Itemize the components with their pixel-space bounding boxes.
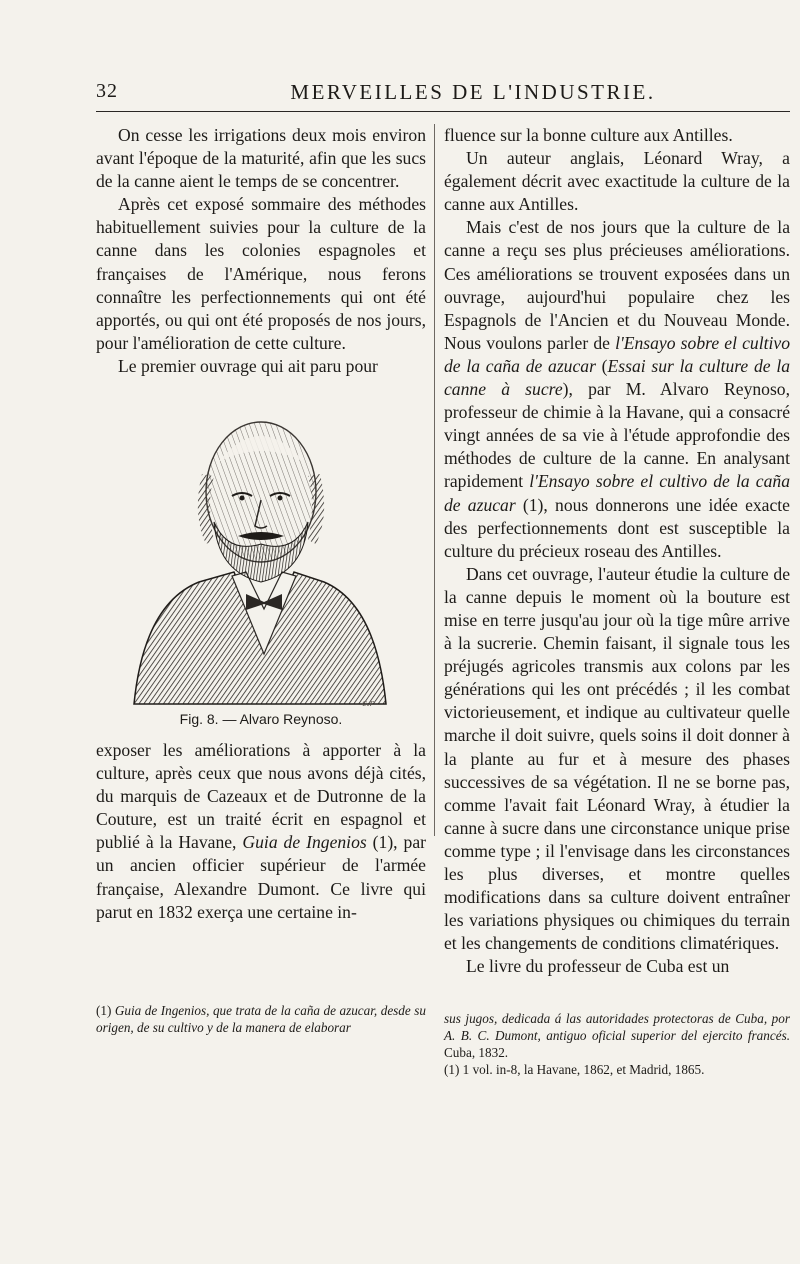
svg-text:c.r: c.r [362,697,374,709]
footnote-text: (1) 1 vol. in-8, la Havane, 1862, et Madrid, 1865. [444,1062,705,1077]
paragraph-continued: fluence sur la bonne culture aux Antilles. [444,125,733,145]
left-column-top [96,124,426,378]
portrait-illustration [114,404,408,714]
footnote-text: Guia de Ingenios, que trata de la caña de azucar, desde su origen, de su cultivo y de la manera de elaborar [96,1003,426,1035]
page-number: 32 [96,80,118,102]
text-run: Mais c'est de nos jours que la culture de la canne a reçu ses plus précieuses améliorations. Ces améliorations se trouvent exposées dans un ouvrage, aujourd'hui populaire chez les Espagnols de l'Ancien et du Nouveau Monde. Nous voulons parler de [444,217,790,353]
paragraph: Après cet exposé sommaire des méthodes habituellement suivies pour la culture de la canne dans les colonies espagnoles et françaises de l'Amérique, nous ferons connaître les perfectionnements qui ont été apportés, ou qui ont été proposés de nos jours, pour l'amélioration de cette culture. [96,194,426,353]
paragraph: Dans cet ouvrage, l'auteur étudie la culture de la canne depuis le moment où la bouture est mise en terre jusqu'au jour où la tige mûre arrive à la sucrerie. Chemin faisant, il signale tous les préjugés agricoles transmis aux colons par les générations qui les ont précédés ; il les combat victorieusement, et indique au cultivateur quelle marche il doit suivre, quels soins il doit donner à la plante au fur et à mesure des phases successives de sa végétation. Il ne se borne pas, comme l'avait fait Léonard Wray, à étudier la canne à sucre dans une circonstance unique prise comme type ; il l'envisage dans les circonstances les plus diverses, et montre quelles modifications dans sa culture doivent entraîner les variations physiques ou chimiques du terrain et les changements de conditions climatériques. [444,563,790,954]
paragraph [444,216,790,562]
column-divider [434,124,435,836]
footnote-left [96,1002,426,1036]
paragraph: On cesse les irrigations deux mois environ avant l'époque de la maturité, afin que les sucs de la canne aient le temps de se concentrer. [96,125,426,192]
book-title: l'Ensayo sobre el cultivo de la caña de azucar [444,332,790,376]
footnote-roman: Cuba, 1832. [444,1045,509,1060]
text-run: ), par M. Alvaro Reynoso, professeur de chimie à la Havane, qui a consacré vingt années de sa vie à l'étude approfondie des méthodes de culture de la canne. En analysant rapidement [444,379,791,492]
portrait-engraving [114,404,408,714]
left-column-bottom [96,739,426,924]
footnote-italic: sus jugos, dedicada á las autoridades protectoras de Cuba, por A. B. C. Dumont, antiguo oficial superior del ejercito francés. [444,1011,790,1043]
footnote-marker: (1) [96,1003,115,1018]
paragraph: Le premier ouvrage qui ait paru pour [118,355,378,376]
book-title: Guia de Ingenios [242,832,367,853]
header-rule [96,111,790,112]
figure-caption: Fig. 8. — Alvaro Reynoso. [179,711,343,727]
book-title-translation: Essai sur la culture de la canne à sucre [444,355,790,400]
book-title: l'Ensayo sobre el cultivo de la caña de azucar [444,471,791,515]
right-column [444,124,790,978]
text-run: ( [595,355,608,376]
paragraph: Le livre du professeur de Cuba est un [466,956,730,977]
text-run: (1), nous donnerons une idée exacte des perfectionnements dont est susceptible la culture du précieux roseau des Antilles. [444,494,790,561]
text-run: (1), par un ancien officier supérieur de l'armée française, Alexandre Dumont. Ce livre qui parut en 1832 exerça une certaine in- [96,832,426,922]
paragraph-continued [96,739,426,924]
footnote-text [444,1010,790,1061]
paragraph: Un auteur anglais, Léonard Wray, a également décrit avec exactitude la culture de la canne aux Antilles. [444,148,790,215]
text-run: exposer les améliorations à apporter à la culture, après ceux que nous avons déjà cités, du marquis de Cazeaux et de Dutronne de la Couture, est un traité écrit en espagnol et publié à la Havane, [96,740,426,853]
footnote-right [444,1010,790,1078]
page-header [96,80,790,110]
running-title: MERVEILLES DE L'INDUSTRIE. [290,80,656,104]
